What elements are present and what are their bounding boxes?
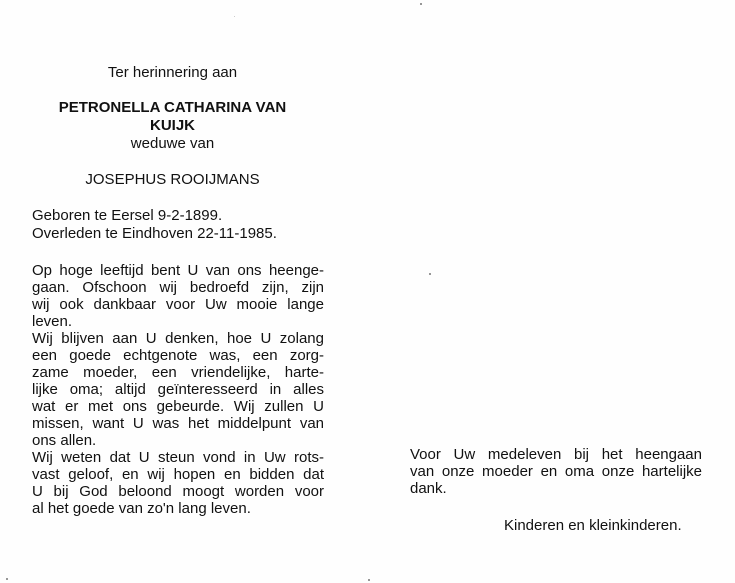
- verse-line: een goede echtgenote was, een zorg-: [32, 347, 324, 364]
- verse-line: ons allen.: [32, 432, 97, 449]
- deceased-name-line1: PETRONELLA CATHARINA VAN: [58, 99, 287, 116]
- thanks-paragraph: [410, 446, 702, 497]
- verse-line: al het goede van zo'n lang leven.: [32, 500, 251, 517]
- paper-speck: [234, 16, 235, 17]
- right-panel: [370, 0, 735, 583]
- verse-line: lijke oma; altijd geïnteresseerd in alles: [32, 381, 324, 398]
- intro-text: Ter herinnering aan: [107, 64, 238, 81]
- paper-speck: [429, 273, 431, 275]
- verse-line: Op hoge leeftijd bent U van ons heenge-: [32, 262, 324, 279]
- verse-line: U bij God beloond moogt worden voor: [32, 483, 324, 500]
- thanks-line: Voor Uw medeleven bij het heengaan: [410, 446, 702, 463]
- paper-speck: [368, 579, 370, 581]
- widow-of-text: weduwe van: [130, 135, 215, 152]
- verse-line: vast geloof, en wij hopen en bidden dat: [32, 466, 324, 483]
- thanks-line: van onze moeder en oma onze hartelijke: [410, 463, 702, 480]
- death-info: Overleden te Eindhoven 22-11-1985.: [32, 225, 277, 242]
- paper-speck: [420, 3, 422, 5]
- verse-line: Wij blijven aan U denken, hoe U zolang: [32, 330, 324, 347]
- birth-info: Geboren te Eersel 9-2-1899.: [32, 207, 223, 224]
- verse-line: wij ook dankbaar voor Uw mooie lange: [32, 296, 324, 313]
- verse-line: missen, want U was het middelpunt van: [32, 415, 324, 432]
- thanks-line: dank.: [410, 480, 447, 497]
- signature-text: Kinderen en kleinkinderen.: [504, 517, 682, 534]
- verse-line: leven.: [32, 313, 73, 330]
- verse-line: wat er met ons gebeurde. Wij zullen U: [32, 398, 324, 415]
- verse-line: zame moeder, een vriendelijke, harte-: [32, 364, 324, 381]
- verse-line: gaan. Ofschoon wij bedroefd zijn, zijn: [32, 279, 324, 296]
- verse-line: Wij weten dat U steun vond in Uw rots-: [32, 449, 324, 466]
- verse-paragraph: [32, 262, 324, 517]
- deceased-name-line2: KUIJK: [149, 117, 195, 134]
- paper-speck: [6, 578, 8, 580]
- spouse-name: JOSEPHUS ROOIJMANS: [85, 171, 260, 188]
